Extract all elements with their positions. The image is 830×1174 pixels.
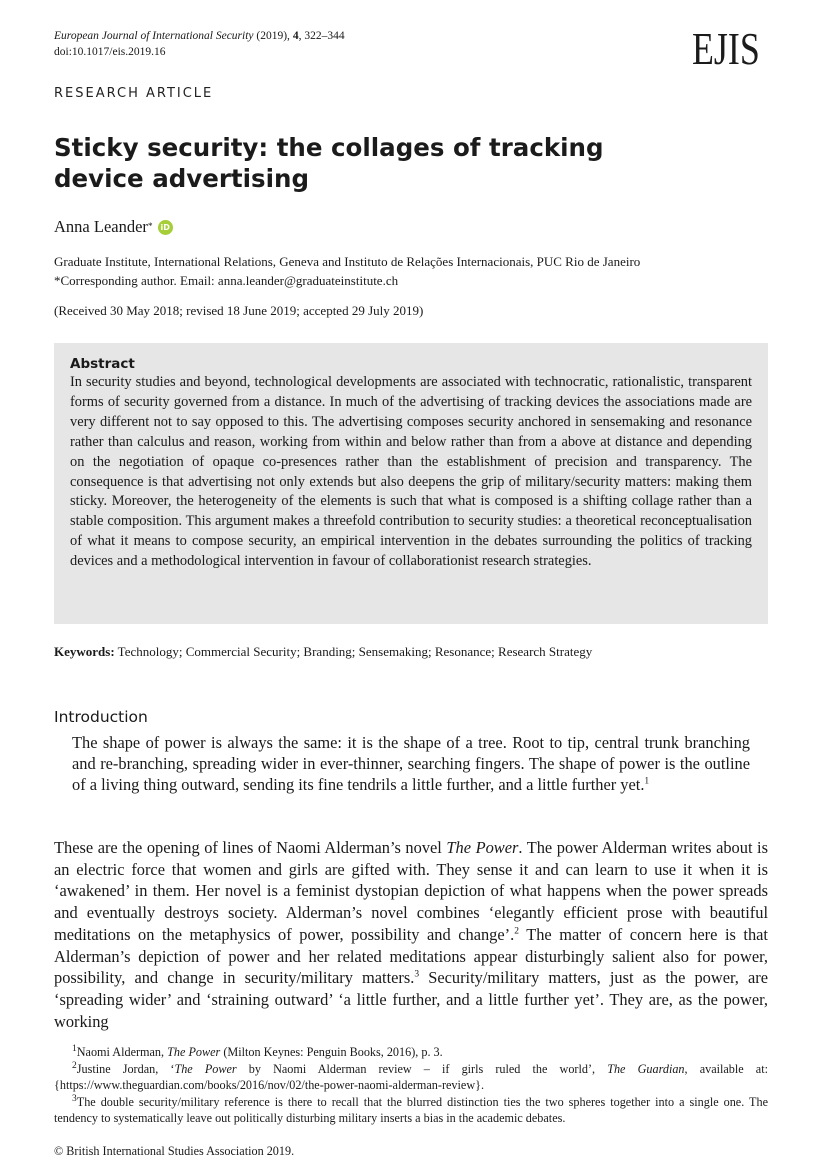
orcid-icon[interactable]: iD	[158, 220, 173, 235]
abstract-heading: Abstract	[70, 356, 135, 372]
footnote-ref-1[interactable]: 1	[644, 776, 650, 787]
footnote-ref-3[interactable]: 3	[414, 969, 420, 980]
footnote-ref-2[interactable]: 2	[514, 926, 519, 937]
keywords	[54, 643, 592, 661]
abstract-box	[54, 343, 768, 624]
article-type-label: RESEARCH ARTICLE	[54, 86, 214, 101]
footnote-2-number: 2	[72, 1060, 77, 1071]
footnote-1-text-a: Naomi Alderman,	[76, 1045, 168, 1059]
footnote-1	[54, 1044, 768, 1061]
footnotes	[54, 1044, 768, 1127]
corresponding-author: *Corresponding author. Email: anna.leander@graduateinstitute.ch	[54, 273, 399, 288]
footnote-3-number: 3	[72, 1093, 77, 1104]
footnote-2-link[interactable]: , available at: {https://www.theguardian.com/books/2016/nov/02/the-power-naomi-alderman-review}.	[54, 1061, 768, 1092]
epigraph-text: The shape of power is always the same: it is the shape of a tree. Root to tip, central trunk branching and re-branching, spreading wider in ever-thinner, searching fingers. The shape of power is the outline of a living thing outward, sending its fine tendrils a little further, and a little further yet.	[72, 733, 750, 795]
keywords-list: Technology; Commercial Security; Branding; Sensemaking; Resonance; Research Strategy	[114, 644, 593, 659]
section-heading-introduction: Introduction	[54, 708, 148, 726]
journal-logo: EJIS	[692, 23, 760, 74]
article-title: Sticky security: the collages of tracking device advertising	[54, 133, 604, 193]
author-name: Anna Leander	[54, 217, 148, 236]
journal-year: (2019),	[253, 30, 293, 42]
footnote-2-title: The Power	[174, 1061, 237, 1076]
received-dates: (Received 30 May 2018; revised 18 June 2019; accepted 29 July 2019)	[54, 303, 424, 318]
copyright: © British International Studies Association 2019.	[54, 1144, 295, 1158]
body-paragraph	[54, 837, 768, 1032]
body-text-b: . The power Alderman writes about is an electric force that women and girls are gifted with. They sense it and can learn to use it when it is ‘awakened’ in them. Her novel is a feminist dystopian depiction of what happens when the power spreads and eventually destroys society. Alderman’s novel combines ‘elegantly efficient prose with beautiful meditations on the metaphysics of power, possibility and change’.	[54, 838, 768, 944]
journal-pages: , 322–344	[298, 30, 345, 42]
abstract-text: In security studies and beyond, technological developments are associated with technocratic, rationalistic, transparent forms of security governed from a distance. In much of the advertising of tracking devices the associations made are very different not to say opposed to this. The advertising composes security anchored in sensemaking and resonance rather than calculus and reason, working from within and below rather than from a above at distance and depending on the negotiation of opaque co-presences rather than the establishment of precision and transparency. The consequence is that advertising not only extends but also deepens the grip of military/security matters: making them sticky. Moreover, the heterogeneity of the elements is such that what is composed is a shifting collage rather than a stable composition. This argument makes a threefold contribution to security studies: a theoretical reconceptualisation of what it means to compose security, an empirical intervention in the debates surrounding the politics of tracking devices and a methodological intervention in favour of collaborationist research strategies.	[70, 374, 752, 570]
body-text-a: These are the opening of lines of Naomi Alderman’s novel	[54, 838, 447, 857]
doi[interactable]: doi:10.1017/eis.2019.16	[54, 46, 166, 58]
author-line: Anna Leander * iD	[54, 216, 173, 238]
footnote-1-number: 1	[72, 1043, 77, 1054]
footnote-3	[54, 1094, 768, 1127]
epigraph	[72, 732, 750, 796]
novel-title: The Power	[446, 838, 519, 857]
footnote-1-title: The Power	[167, 1045, 221, 1059]
footnote-2-text-b: by Naomi Alderman review – if girls ruled the world’,	[236, 1061, 608, 1076]
affiliation-block	[54, 252, 774, 290]
footnote-3-text: The double security/military reference is there to recall that the blurred distinction ties the two spheres together into a single one. The tendency to systematically leave out politically disturbing military inserts a bias in the academic debates.	[54, 1094, 768, 1125]
journal-citation	[54, 28, 345, 60]
body-text-c: The matter of concern here is that Alderman’s depiction of power and her related meditations appear disturbingly salient also for power, possibility, and change in security/military matters.	[54, 924, 768, 988]
keywords-label: Keywords:	[54, 644, 115, 659]
footnote-2	[54, 1061, 768, 1094]
body-text-d: Security/military matters, just as the power, are ‘spreading wider’ and ‘straining outward’ ‘a little further, and a little further yet’. They are, as the power, working	[54, 968, 768, 1031]
footnote-2-text-a: Justine Jordan, ‘	[76, 1061, 175, 1076]
affiliation: Graduate Institute, International Relations, Geneva and Instituto de Relações Internacionais, PUC Rio de Janeiro	[54, 254, 641, 269]
footnote-2-journal: The Guardian	[607, 1061, 685, 1076]
journal-name: European Journal of International Security	[54, 30, 254, 42]
journal-volume: 4	[292, 30, 299, 42]
footnote-1-text-b: (Milton Keynes: Penguin Books, 2016), p. 3.	[220, 1045, 443, 1059]
